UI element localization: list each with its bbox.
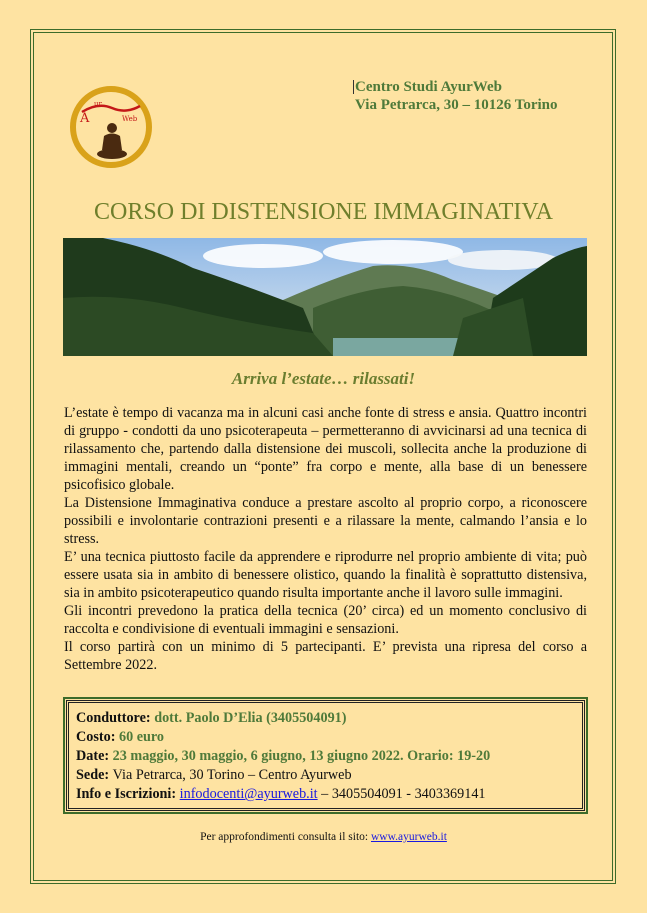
paragraph-sessions: Gli incontri prevedono la pratica della tecnica (20’ circa) ed un momento conclusivo di raccolta e condivisione di eventuali immagini e sensazioni. [64,603,587,637]
course-info-box [66,700,585,811]
organization-block [355,78,558,114]
conductor-value: dott. Paolo D’Elia (3405504091) [154,710,347,726]
paragraph-purpose: La Distensione Immaginativa conduce a prestare ascolto al proprio corpo, a riconoscere possibili e involontarie contrazioni presenti e a rilassare la mente, calmando l’ansia e lo stress. [64,495,587,547]
venue-value: Via Petrarca, 30 Torino – Centro Ayurweb [112,767,352,783]
text-cursor [353,80,354,94]
contact-row: Info e Iscrizioni: infodocenti@ayurweb.it – 3405504091 - 3403369141 [76,786,486,802]
svg-text:Web: Web [122,115,138,123]
conductor-row: Conduttore: dott. Paolo D’Elia (3405504091) [76,710,347,726]
paragraph-intro: L’estate è tempo di vacanza ma in alcuni casi anche fonte di stress e ansia. Quattro incontri di gruppo - condotti da uno psicoterapeuta – permetteranno di avvicinarsi ad una tecnica di rilassamento che, partendo dalla distensione dei muscoli, sollecita anche la produzione di immagini mentali, creando un “ponte” fra corpo e mente, alla base di un benessere psicofisico globale. [64,405,587,493]
contact-phones: – 3405504091 - 3403369141 [317,786,486,802]
landscape-image [63,238,587,356]
svg-text:Ā: Ā [80,111,90,126]
paragraph-minimum: Il corso partirà con un minimo di 5 partecipanti. E’ prevista una ripresa del corso a Settembre 2022. [64,639,587,673]
organization-address: Via Petrarca, 30 – 10126 Torino [355,97,558,113]
page-title: CORSO DI DISTENSIONE IMMAGINATIVA [94,199,553,225]
venue-row: Sede: Via Petrarca, 30 Torino – Centro Ayurweb [76,767,352,783]
footer-text: Per approfondimenti consulta il sito: [200,831,371,843]
svg-text:ur: ur [94,100,102,108]
organization-name: Centro Studi AyurWeb [355,79,502,95]
contact-email-link[interactable]: infodocenti@ayurweb.it [179,786,318,802]
cost-row: Costo: 60 euro [76,729,165,745]
subtitle: Arriva l’estate… rilassati! [231,369,416,388]
footer [0,831,647,843]
website-link[interactable]: www.ayurweb.it [370,831,447,843]
paragraph-technique: E’ una tecnica piuttosto facile da apprendere e riprodurre nel proprio ambiente di vita; può essere usata sia in ambito di benessere olistico, quando la finalità è soprattutto distensiva, sia in ambito psicoterapeutico quando risulta importante anche il lavoro sulle immagini. [64,549,587,601]
description-body [64,404,587,674]
dates-row: Date: 23 maggio, 30 maggio, 6 giugno, 13 giugno 2022. Orario: 19-20 [76,748,491,764]
cost-value: 60 euro [118,729,165,745]
ayurweb-logo [68,84,154,170]
dates-value: 23 maggio, 30 maggio, 6 giugno, 13 giugno 2022. Orario: 19-20 [112,748,491,764]
